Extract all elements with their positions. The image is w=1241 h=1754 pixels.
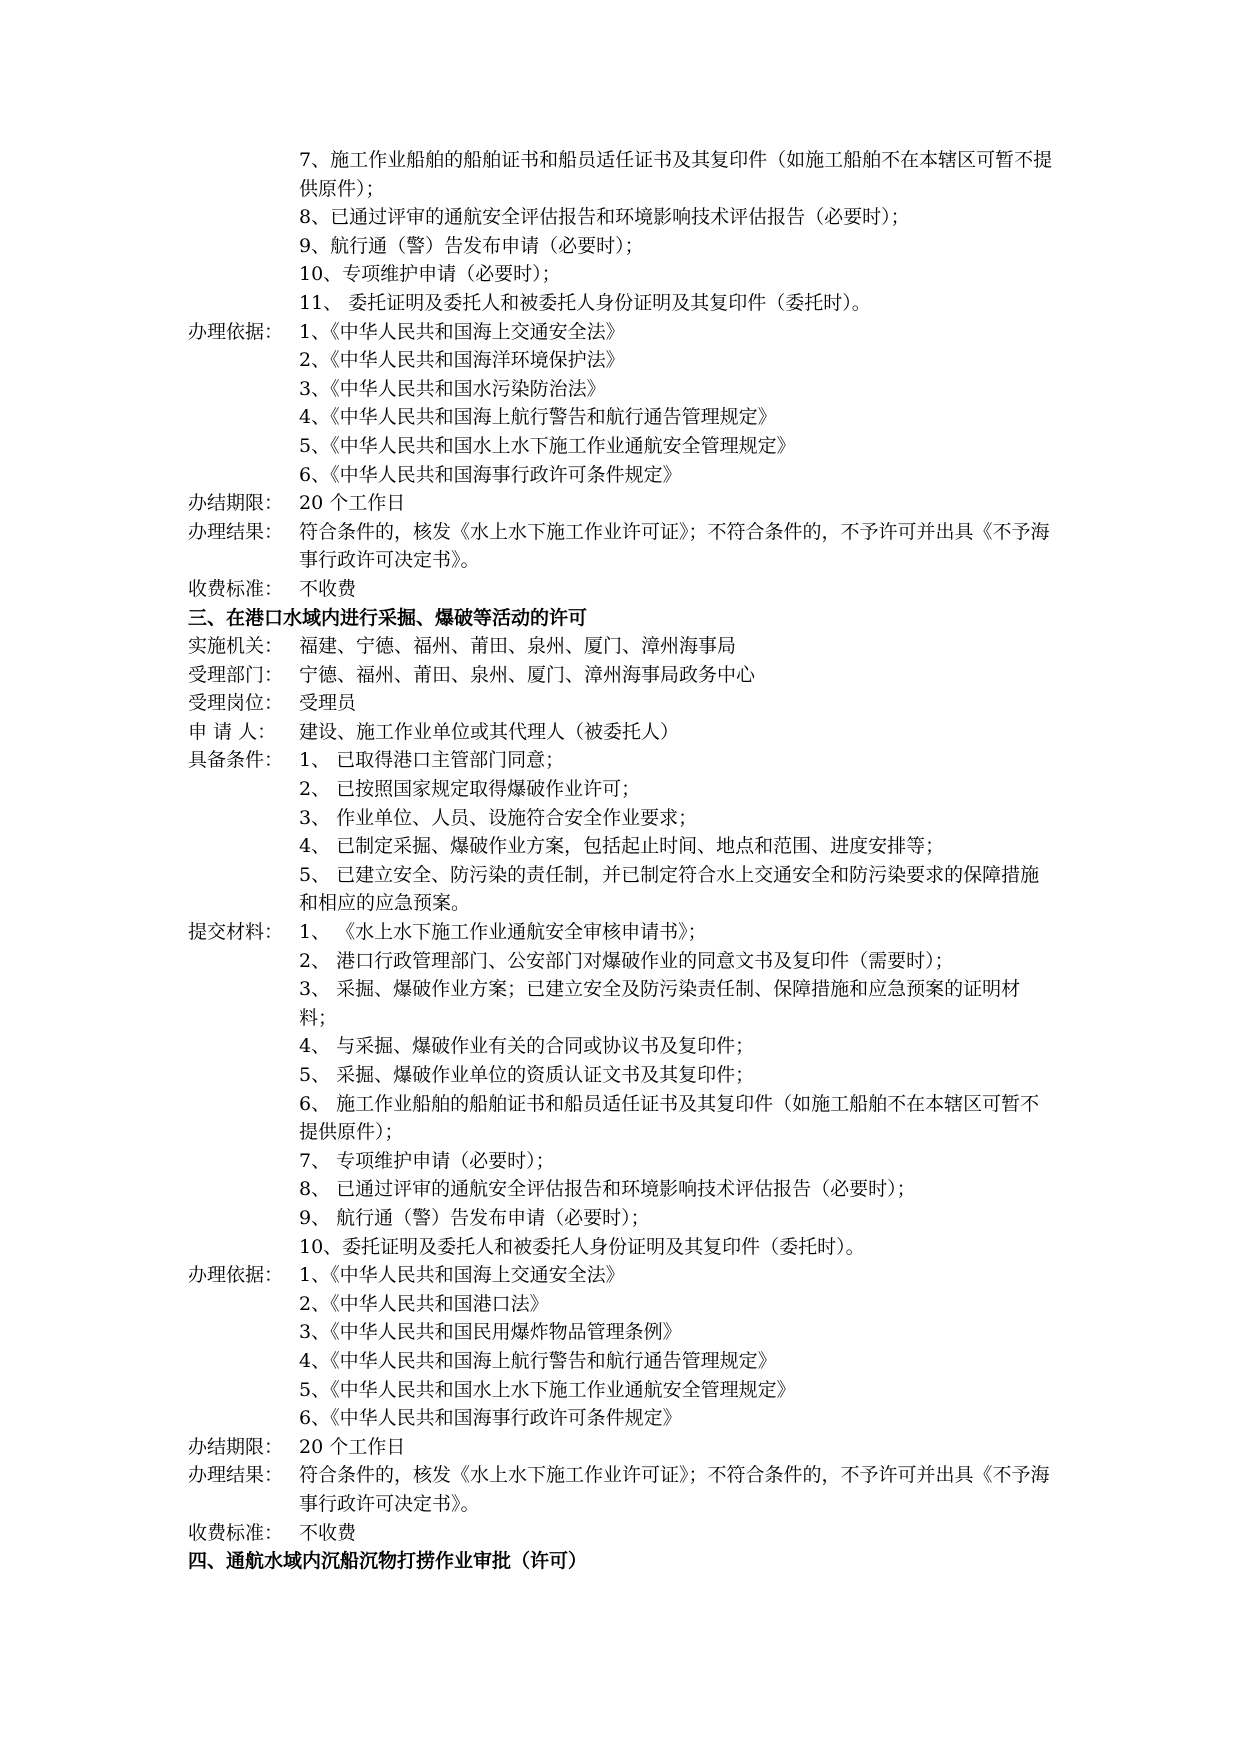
list-item: 6、 施工作业船舶的船舶证书和船员适任证书及其复印件（如施工船舶不在本辖区可暂不提供原件）； — [299, 1092, 1040, 1144]
field-label: 办理依据： — [188, 320, 284, 343]
field-value: 受理员 — [299, 692, 357, 715]
list-item: 9、航行通（警）告发布申请（必要时）； — [299, 234, 644, 257]
applicant-row — [188, 718, 1058, 747]
list-item: 4、 已制定采掘、爆破作业方案，包括起止时间、地点和范围、进度安排等； — [299, 835, 945, 858]
list-item: 8、 已通过评审的通航安全评估报告和环境影响技术评估报告（必要时）； — [299, 1178, 916, 1201]
list-item: 10、委托证明及委托人和被委托人身份证明及其复印件（委托时）。 — [299, 1235, 865, 1258]
prev-result-row — [188, 518, 1058, 575]
deadline-row — [188, 1433, 1058, 1462]
list-item: 3、《中华人民共和国民用爆炸物品管理条例》 — [299, 1321, 682, 1344]
field-label: 受理部门： — [188, 663, 284, 686]
section-heading: 三、在港口水域内进行采掘、爆破等活动的许可 — [188, 606, 588, 629]
field-label: 具备条件： — [188, 749, 284, 772]
prev-deadline-row — [188, 489, 1058, 518]
list-item: 5、《中华人民共和国水上水下施工作业通航安全管理规定》 — [299, 434, 796, 457]
result-row — [188, 1461, 1058, 1518]
list-item: 3、《中华人民共和国水污染防治法》 — [299, 377, 606, 400]
field-value: 福建、宁德、福州、莆田、泉州、厦门、漳州海事局 — [299, 635, 737, 658]
basis-row — [188, 1261, 1058, 1290]
list-item: 6、《中华人民共和国海事行政许可条件规定》 — [299, 1407, 682, 1430]
list-item: 3、 作业单位、人员、设施符合安全作业要求； — [299, 806, 698, 829]
field-value: 20 个工作日 — [299, 492, 406, 515]
list-item: 5、《中华人民共和国水上水下施工作业通航安全管理规定》 — [299, 1378, 796, 1401]
field-value: 符合条件的，核发《水上水下施工作业许可证》；不符合条件的，不予许可并出具《不予海事行政许可决定书》。 — [299, 1464, 1050, 1515]
prev-basis-row — [188, 318, 1058, 347]
list-item: 4、《中华人民共和国海上航行警告和航行通告管理规定》 — [299, 406, 777, 429]
list-item: 6、《中华人民共和国海事行政许可条件规定》 — [299, 463, 682, 486]
prev-materials-tail — [299, 146, 1058, 318]
conditions-row — [188, 746, 1058, 775]
field-label: 办理结果： — [188, 1464, 284, 1487]
field-value: 建设、施工作业单位或其代理人（被委托人） — [299, 720, 680, 743]
list-item: 4、《中华人民共和国海上航行警告和航行通告管理规定》 — [299, 1349, 777, 1372]
field-label: 受理岗位： — [188, 692, 284, 715]
prev-fee-row — [188, 575, 1058, 604]
field-value: 1、 已取得港口主管部门同意； — [299, 749, 565, 772]
dept-row — [188, 661, 1058, 690]
agency-row — [188, 632, 1058, 661]
field-label: 实施机关： — [188, 635, 284, 658]
field-label: 办理结果： — [188, 520, 284, 543]
list-item: 8、已通过评审的通航安全评估报告和环境影响技术评估报告（必要时）； — [299, 206, 910, 229]
field-label: 收费标准： — [188, 577, 284, 600]
field-value: 1、《中华人民共和国海上交通安全法》 — [299, 1264, 625, 1287]
field-value: 20 个工作日 — [299, 1435, 406, 1458]
list-item: 2、《中华人民共和国海洋环境保护法》 — [299, 349, 625, 372]
list-item: 3、 采掘、爆破作业方案；已建立安全及防污染责任制、保障措施和应急预案的证明材料； — [299, 978, 1021, 1029]
post-row — [188, 689, 1058, 718]
field-value: 不收费 — [299, 577, 357, 600]
list-item: 2、 港口行政管理部门、公安部门对爆破作业的同意文书及复印件（需要时）； — [299, 949, 954, 972]
list-item: 2、《中华人民共和国港口法》 — [299, 1292, 549, 1315]
field-value: 符合条件的，核发《水上水下施工作业许可证》；不符合条件的，不予许可并出具《不予海事行政许可决定书》。 — [299, 520, 1050, 572]
field-label: 提交材料： — [188, 921, 284, 944]
field-label: 申 请 人： — [188, 720, 277, 743]
list-item: 4、 与采掘、爆破作业有关的合同或协议书及复印件； — [299, 1035, 755, 1058]
list-item: 10、专项维护申请（必要时）； — [299, 263, 561, 286]
field-label: 收费标准： — [188, 1521, 284, 1544]
section-heading: 四、通航水域内沉船沉物打捞作业审批（许可） — [188, 1550, 588, 1573]
field-label: 办理依据： — [188, 1264, 284, 1287]
list-item: 2、 已按照国家规定取得爆破作业许可； — [299, 778, 641, 801]
field-value: 宁德、福州、莆田、泉州、厦门、漳州海事局政务中心 — [299, 663, 756, 686]
list-item: 7、 专项维护申请（必要时）； — [299, 1149, 555, 1172]
document-content — [188, 146, 1058, 1576]
field-label: 办结期限： — [188, 1435, 284, 1458]
fee-row — [188, 1519, 1058, 1548]
list-item: 9、 航行通（警）告发布申请（必要时）； — [299, 1206, 650, 1229]
list-item: 5、 已建立安全、防污染的责任制，并已制定符合水上交通安全和防污染要求的保障措施和相应的应急预案。 — [299, 863, 1040, 915]
field-value: 1、《中华人民共和国海上交通安全法》 — [299, 320, 625, 343]
materials-row — [188, 918, 1058, 947]
list-item: 5、 采掘、爆破作业单位的资质认证文书及其复印件； — [299, 1064, 755, 1086]
list-item: 11、 委托证明及委托人和被委托人身份证明及其复印件（委托时）。 — [299, 291, 871, 314]
list-item: 7、施工作业船舶的船舶证书和船员适任证书及其复印件（如施工船舶不在本辖区可暂不提供原件）； — [299, 149, 1053, 200]
field-value: 1、 《水上水下施工作业通航安全审核申请书》； — [299, 921, 707, 944]
field-label: 办结期限： — [188, 492, 284, 515]
field-value: 不收费 — [299, 1521, 357, 1544]
